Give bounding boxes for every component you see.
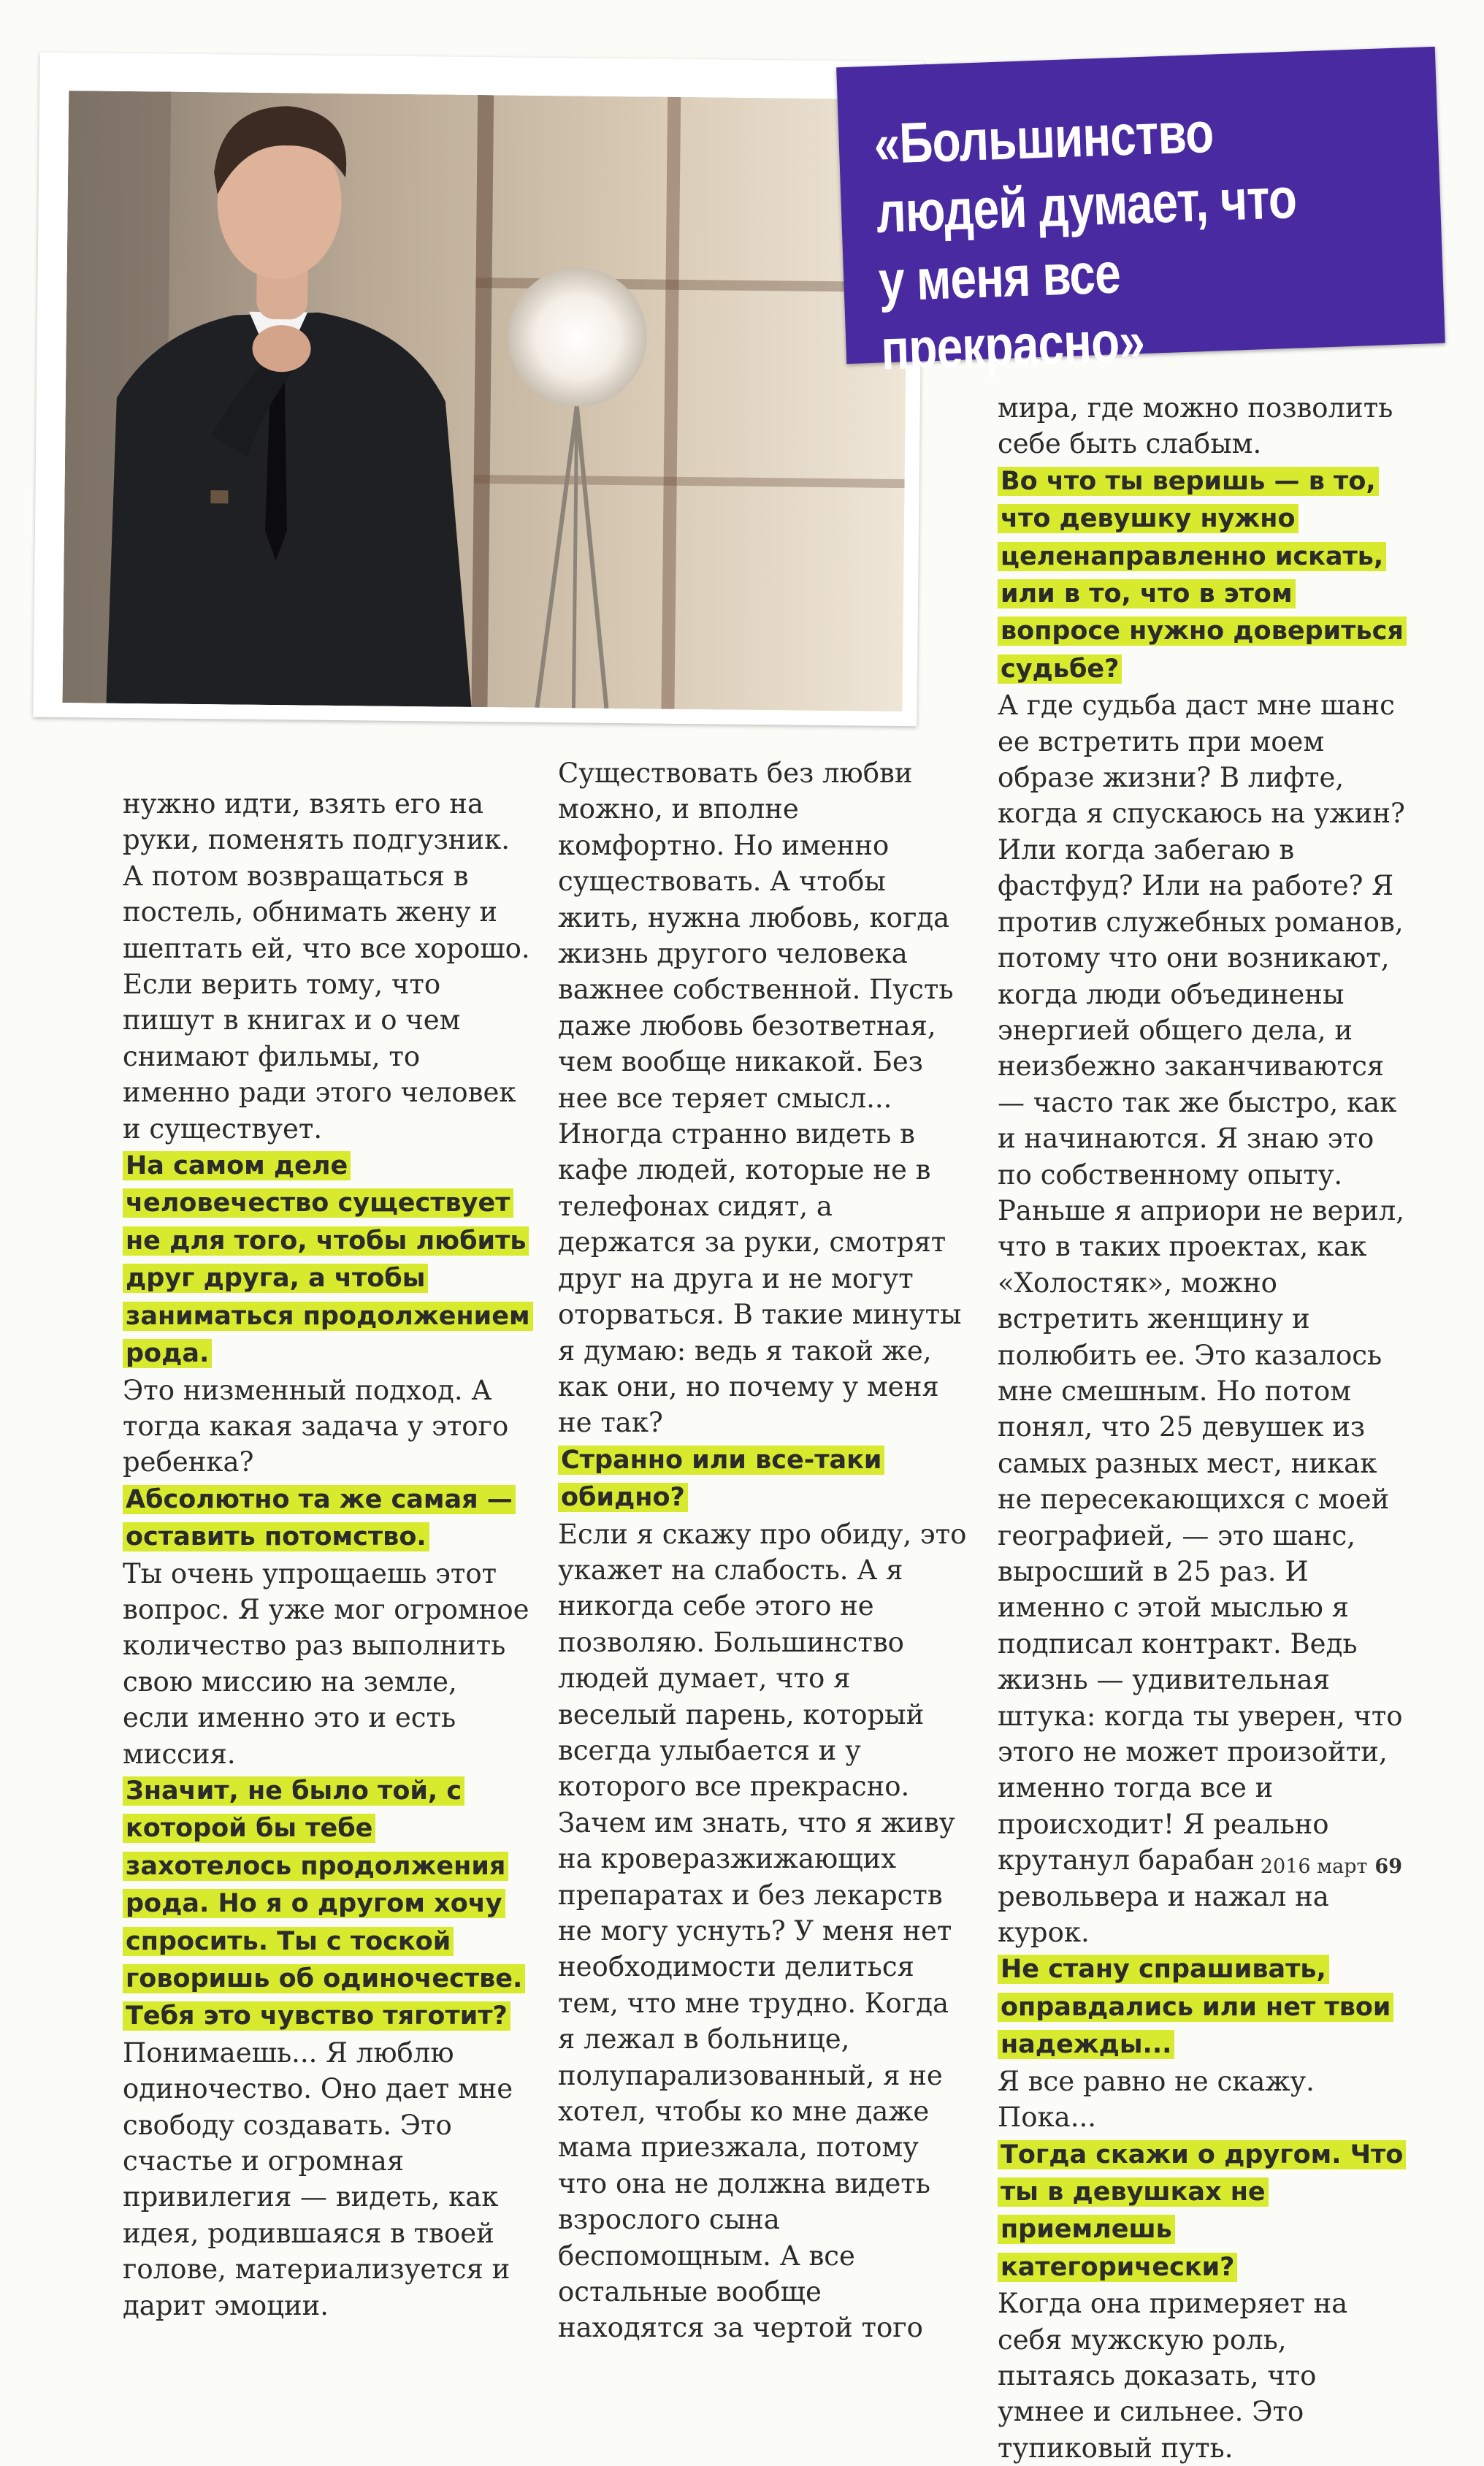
answer-paragraph: нужно идти, взять его на руки, поменять подгузник. А потом возвращаться в постель, обнимать жену и шептать ей, что все хорошо. Если верить тому, что пишут в книгах и о чем снимают фильмы, то именно ради этого человек и существует. [123,788,530,1145]
answer-paragraph: Ты очень упрощаешь этот вопрос. Я уже мог огромное количество раз выполнить свою миссию на земле, если именно это и есть миссия. [123,1557,529,1770]
question-highlight: Значит, не было той, с которой бы тебе захотелось продолжения рода. Но я о другом хочу спросить. Ты с тоской говоришь об одиночестве. Тебя это чувство тяготит? [123,1776,525,2031]
interview-question [123,1772,532,2035]
page-footer [1261,1855,1402,1878]
interview-question [998,2136,1407,2286]
question-highlight: Тогда скажи о другом. Что ты в девушках не приемлешь категорически? [998,2140,1406,2282]
text-column-2 [558,755,967,2346]
answer-paragraph: Когда она примеряет на себя мужскую роль, пытаясь доказать, что умнее и сильнее. Это тупиковый путь. [998,2288,1348,2464]
portrait-photo [62,91,909,711]
question-highlight: Не стану спрашивать, оправдались или нет твои надежды... [998,1955,1393,2059]
page-number: 69 [1374,1855,1402,1878]
question-highlight: Во что ты веришь — в то, что девушку нужно целенаправленно искать, или в то, что в этом вопросе нужно довериться судьбе? [998,467,1407,684]
interview-question [123,1147,532,1372]
answer-paragraph: Если я скажу про обиду, это укажет на слабость. А я никогда себе этого не позволяю. Большинство людей думает, что я веселый парень, который всегда улыбается и у которого все прекрасно. Зачем им знать, что я живу на кроверазжижающих препаратах и без лекарств не могу уснуть? У меня нет необходимости делиться тем, что мне трудно. Когда я лежал в больнице, полупарализованный, я не хотел, чтобы ко мне даже мама приезжала, потому что она не должна видеть взрослого сына беспомощным. А все остальные вообще находятся за чертой того [558,1518,967,2344]
answer-paragraph: Это низменный подход. А тогда какая задача у этого ребенка? [123,1374,509,1478]
question-highlight: На самом деле человечество существует не для того, чтобы любить друг друга, а чтобы заниматься продолжением рода. [123,1151,533,1368]
question-highlight: Странно или все-таки обидно? [558,1446,884,1512]
answer-paragraph: Я все равно не скажу. Пока... [998,2065,1315,2134]
portrait-illustration [62,91,909,711]
interview-question [558,1441,967,1516]
interview-question [998,1950,1407,2063]
answer-paragraph: мира, где можно позволить себе быть слабым. [998,392,1393,460]
photo-frame [33,53,923,727]
answer-paragraph: Существовать без любви можно, и вполне комфортно. Но именно существовать. А чтобы жить, нужна любовь, когда жизнь другого человека важнее собственной. Пусть даже любовь безответная, чем вообще никакой. Без нее все теряет смысл... Иногда странно видеть в кафе людей, которые не в телефонах сидят, а держатся за руки, смотрят друг на друга и не могут оторваться. В такие минуты я думаю: ведь я такой же, как они, но почему у меня не так? [558,757,962,1439]
answer-paragraph: А где судьба даст мне шанс ее встретить при моем образе жизни? В лифте, когда я спускаюсь на ужин? Или когда забегаю в фастфуд? Или на работе? Я против служебных романов, потому что они возникают, когда люди объединены энергией общего дела, и неизбежно заканчиваются — часто так же быстро, как и начинаются. Я знаю это по собственному опыту. Раньше я априори не верил, что в таких проектах, как «Холостяк», можно встретить женщину и полюбить ее. Это казалось мне смешным. Но потом понял, что 25 девушек из самых разных мест, никак не пересекающихся с моей географией, — это шанс, выросший в 25 раз. И именно с этой мыслью я подписал контракт. Ведь жизнь — удивительная штука: когда ты уверен, что этого не может произойти, именно тогда все и происходит! Я реально крутанул барабан револьвера и нажал на курок. [998,690,1405,1949]
headline: «Большинство людей думает, что у меня все прекрасно» [873,99,1298,382]
text-column-3 [998,390,1407,2466]
issue-date: 2016 март [1260,1855,1368,1878]
text-column-1 [123,786,532,2324]
interview-question [123,1481,532,1556]
answer-paragraph: Понимаешь... Я люблю одиночество. Оно дает мне свободу создавать. Это счастье и огромная привилегия — видеть, как идея, родившаяся в твоей голове, материализуется и дарит эмоции. [123,2036,513,2321]
interview-question [998,462,1407,687]
question-highlight: Абсолютно та же самая — оставить потомство. [123,1485,516,1551]
